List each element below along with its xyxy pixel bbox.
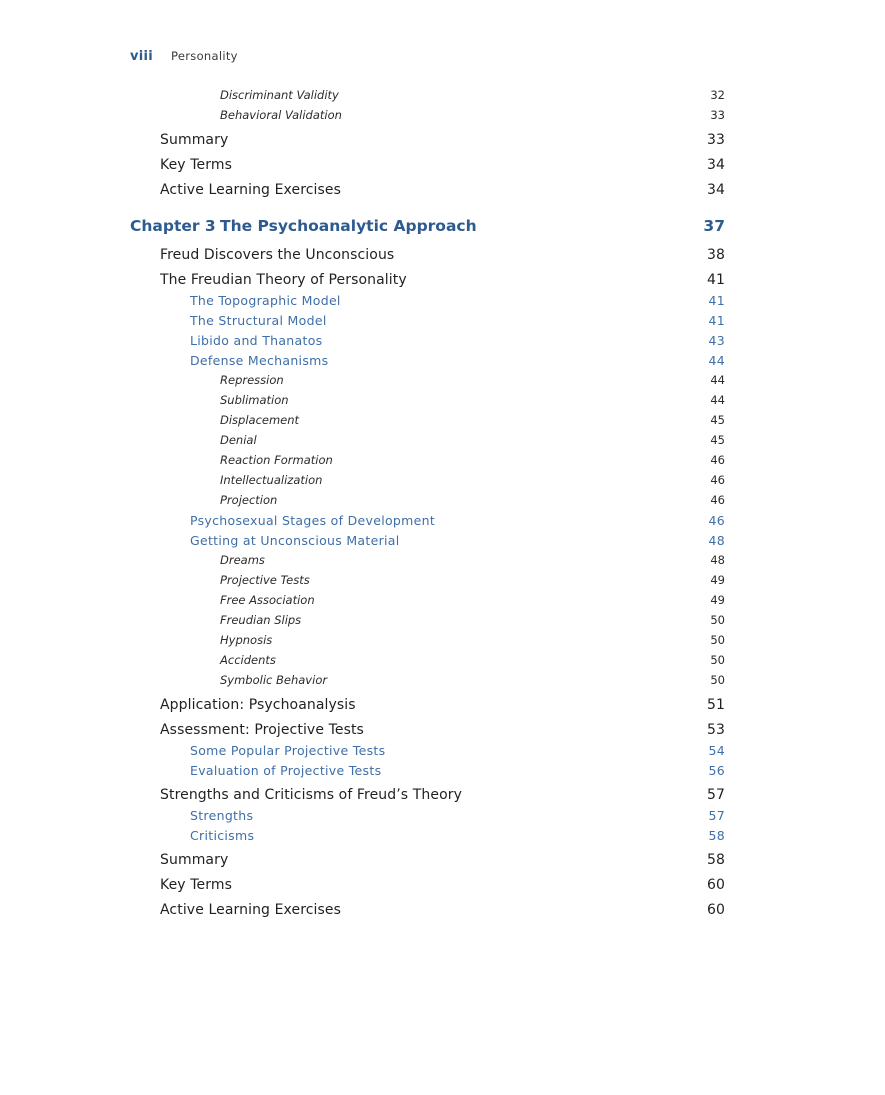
toc-entry-title: Getting at Unconscious Material [190,533,400,548]
toc-subsection [190,763,725,778]
toc-section [160,722,725,738]
toc-page-number: 57 [706,787,725,803]
chapter-title: The Psychoanalytic Approach [220,217,477,235]
toc-page-number: 44 [708,353,725,368]
toc-subsubsection [220,633,725,647]
running-head [130,49,238,69]
toc-subsubsection [220,673,725,687]
toc-section [160,272,725,288]
toc-subsubsection [220,413,725,427]
toc-entry-title: The Freudian Theory of Personality [160,272,407,288]
toc-subsubsection [220,393,725,407]
toc-entry-title: Active Learning Exercises [160,182,342,198]
toc-page-number: 60 [706,902,725,918]
toc-subsubsection [220,433,725,447]
toc-section [160,157,725,173]
toc-page-number: 44 [710,393,725,407]
toc-subsection [190,353,725,368]
toc-page-number: 33 [706,132,725,148]
toc-entry-title: Defense Mechanisms [190,353,329,368]
toc-section [160,877,725,893]
toc-entry-title: Symbolic Behavior [220,673,328,687]
toc-page-number: 50 [710,633,725,647]
toc-entry-title: Reaction Formation [220,453,333,467]
toc-subsection [190,513,725,528]
toc-section [160,247,725,263]
toc-entry-title: Freudian Slips [220,613,302,627]
toc-entry-title: Application: Psychoanalysis [160,697,356,713]
toc-entry-title: Projection [220,493,278,507]
toc-page-number: 45 [710,413,725,427]
toc-entry-title: Repression [220,373,284,387]
toc-entry-title: Denial [220,433,257,447]
toc-entry-title: Libido and Thanatos [190,333,323,348]
toc-entry-title: Evaluation of Projective Tests [190,763,382,778]
toc-page-number: 56 [708,763,725,778]
toc-subsubsection [220,573,725,587]
toc-subsubsection [220,453,725,467]
toc-subsection [190,828,725,843]
toc-page-number: 58 [708,828,725,843]
toc-page-number: 46 [708,513,725,528]
toc-page-number: 37 [703,217,725,235]
toc-page-number: 48 [708,533,725,548]
toc-page-number: 43 [708,333,725,348]
toc-page-number: 44 [710,373,725,387]
toc-entry-title: Hypnosis [220,633,273,647]
page-folio: viii [130,49,154,64]
toc-subsubsection [220,493,725,507]
toc-entry-title: Active Learning Exercises [160,902,342,918]
toc-section [160,132,725,148]
toc-entry-title: Some Popular Projective Tests [190,743,386,758]
toc-subsection [190,743,725,758]
toc-entry-title: Assessment: Projective Tests [160,722,364,738]
toc-entry-title: Strengths [190,808,254,823]
toc-page-number: 50 [710,673,725,687]
toc-page-number: 53 [706,722,725,738]
toc-page-number: 50 [710,653,725,667]
running-head-title: Personality [171,49,238,63]
toc-page-number: 51 [706,697,725,713]
toc-entry-title: Free Association [220,593,315,607]
toc-page-number: 46 [710,453,725,467]
toc-page-number: 34 [706,157,725,173]
toc-page-number: 49 [710,593,725,607]
toc-chapter-heading [130,217,725,235]
toc-subsection [190,333,725,348]
toc-subsubsection [220,473,725,487]
toc-page-number: 46 [710,473,725,487]
toc-page-number: 41 [706,272,725,288]
toc-entry-title: Summary [160,132,229,148]
toc-entry-title: Key Terms [160,877,232,893]
toc-page-number: 49 [710,573,725,587]
toc-page-number: 45 [710,433,725,447]
toc-subsubsection [220,653,725,667]
toc-entry-title: Criticisms [190,828,255,843]
toc-page-number: 32 [710,88,725,102]
toc-entry-title: Freud Discovers the Unconscious [160,247,395,263]
toc-page-number: 38 [706,247,725,263]
toc-entry-title: Behavioral Validation [220,108,342,122]
toc-section [160,697,725,713]
toc-page-number: 41 [708,293,725,308]
toc-entry-title: Key Terms [160,157,232,173]
toc-section [160,852,725,868]
toc-entry-title: The Structural Model [190,313,327,328]
toc-entry-title: Intellectualization [220,473,323,487]
toc-page-number: 48 [710,553,725,567]
toc-page-number: 60 [706,877,725,893]
toc-page-number: 58 [706,852,725,868]
toc-entry-title: Projective Tests [220,573,310,587]
toc-entry-title: The Topographic Model [190,293,341,308]
toc-entry-title: Displacement [220,413,300,427]
toc-subsection [190,313,725,328]
toc-page-number: 46 [710,493,725,507]
toc-entry-title: Psychosexual Stages of Development [190,513,436,528]
toc-subsubsection [220,108,725,122]
toc-entry-title: Summary [160,852,229,868]
toc-page-number: 54 [708,743,725,758]
toc-subsubsection [220,593,725,607]
toc-entry-title: Discriminant Validity [220,88,339,102]
toc-section [160,902,725,918]
toc-subsubsection [220,613,725,627]
toc-entry-title: Strengths and Criticisms of Freud’s Theory [160,787,462,803]
toc-page-number: 50 [710,613,725,627]
toc-subsubsection [220,88,725,102]
toc-entry-title [130,217,477,235]
toc-subsection [190,533,725,548]
toc-subsection [190,293,725,308]
toc-subsection [190,808,725,823]
toc-subsubsection [220,373,725,387]
toc-page-number: 34 [706,182,725,198]
toc-section [160,182,725,198]
toc-entry-title: Accidents [220,653,276,667]
toc-subsubsection [220,553,725,567]
toc-entry-title: Sublimation [220,393,289,407]
toc-page-number: 57 [708,808,725,823]
toc-page-number: 41 [708,313,725,328]
toc-page-number: 33 [710,108,725,122]
toc-section [160,787,725,803]
toc-entry-title: Dreams [220,553,265,567]
chapter-number: Chapter 3 [130,217,216,235]
